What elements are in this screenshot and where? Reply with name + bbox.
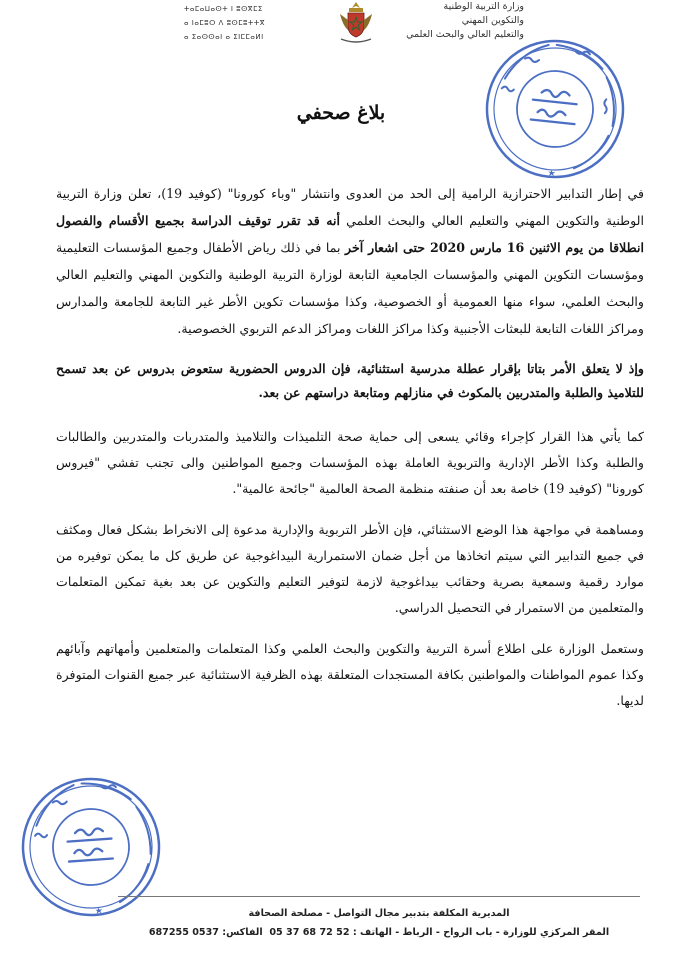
footer-department: المديرية المكلفة بتدبير مجال التواصل - مصلحة الصحافة bbox=[248, 908, 510, 919]
footer-address: المقر المركزي للوزارة - باب الرواح - الرباط - الهاتف : 52 72 68 37 05 الفاكس: 0537 687255 bbox=[148, 927, 610, 938]
page-title: بلاغ صحفي bbox=[296, 102, 386, 124]
paragraph-1 bbox=[56, 180, 644, 342]
document-footer bbox=[118, 896, 640, 942]
paragraph-1-text: في إطار التدابير الاحترازية الرامية إلى الحد من العدوى وانتشار "وباء كورونا" (كوفيد 19)، تعلن وزارة التربية الوطنية والتكوين المهني والتعليم العالي والبحث العلمي bbox=[56, 186, 644, 228]
letterhead-tifinagh-line: ⵜⴰⵎⴰⵡⴰⵙⵜ ⵏ ⵓⵙⴳⵎⵉ bbox=[184, 5, 263, 13]
letterhead-arabic-line: والتعليم العالي والبحث العلمي bbox=[406, 29, 524, 40]
coat-of-arms-emblem bbox=[336, 0, 376, 46]
document-body bbox=[56, 180, 644, 729]
letterhead-tifinagh-line: ⴰ ⵏⴰⵎⵓⵔ ⴷ ⵓⵙⵎⵓⵜⵜⴳ bbox=[184, 19, 266, 27]
paragraph-2: وإذ لا يتعلق الأمر بتاتا بإقرار عطلة مدرسية استثنائية، فإن الدروس الحضورية ستعوض بدروس عن بعد تسمح للتلاميذ والطلبة والمتدربين بالمكوث في منازلهم ومتابعة دراستهم عن بعد. bbox=[56, 361, 644, 400]
letterhead-arabic-line: والتكوين المهني bbox=[461, 15, 524, 26]
paragraph-5: وستعمل الوزارة على اطلاع أسرة التربية والتكوين والبحث العلمي وكذا المتعلمات والمتعلمين وأمهاتهم وآبائهم وكذا عموم المواطنات والمواطنين بكافة المستجدات المتعلقة بهذه الظرفية الاستثنائية عبر جميع القنوات المتوفرة لديها. bbox=[56, 641, 644, 708]
paragraph-4: ومساهمة في مواجهة هذا الوضع الاستثنائي، فإن الأطر التربوية والإدارية مدعوة إلى الانخراط بشكل فعال ومكثف في جميع التدابير التي سيتم اتخاذها من أجل ضمان الاستمرارية البيداغوجية عن طريق كل ما يمكن توفيره من موارد رقمية وسمعية بصرية وحقائب بيداغوجية لازمة لتوفير التعليم والتكوين عن بعد بغية تمكين المتعلمات والمتعلمين من الاستمرار في التحصيل الدراسي. bbox=[56, 522, 644, 615]
paragraph-1-text: بما في ذلك رياض الأطفال وجميع المؤسسات التعليمية ومؤسسات التكوين المهني والمؤسسات الجامعية التابعة لوزارة التربية الوطنية والتكوين المهني والتعليم العالي والبحث العلمي، سواء منها العمومية أو الخصوصية، وكذا مؤسسات تكوين الأطر غير التابعة للجامعة والمدارس ومراكز اللغات التابعة للبعثات الأجنبية وكذا مراكز اللغات ومراكز الدعم التربوي الخصوصية. bbox=[56, 240, 644, 336]
letterhead-tifinagh-line: ⴰ ⵉⴰⵙⵙⴰⵏ ⴰ ⵉⵏⵎⵎⴰⵍⵏ bbox=[184, 33, 264, 41]
letterhead-arabic-line: وزارة التربية الوطنية bbox=[443, 1, 524, 12]
letterhead-tifinagh bbox=[184, 2, 334, 44]
paragraph-1-bold: أنه قد تقرر توقيف الدراسة بجميع الأقسام والفصول انطلاقا من يوم الاثنين 16 مارس 2020 حتى اشعار آخر bbox=[56, 213, 644, 255]
official-round-stamp bbox=[473, 27, 638, 192]
paragraph-3: كما يأتي هذا القرار كإجراء وقائي يسعى إلى حماية صحة التلميذات والتلاميذ والمتدربات والمتدربين والطالبات والطلبة وكذا الأطر الإدارية والتربوية العاملة بهذه المؤسسات وجميع المواطنين والى تجنب تفشي "فيروس كورونا" (كوفيد 19) خاصة بعد أن صنفته منظمة الصحة العالمية "جائحة عالمية". bbox=[56, 429, 644, 496]
